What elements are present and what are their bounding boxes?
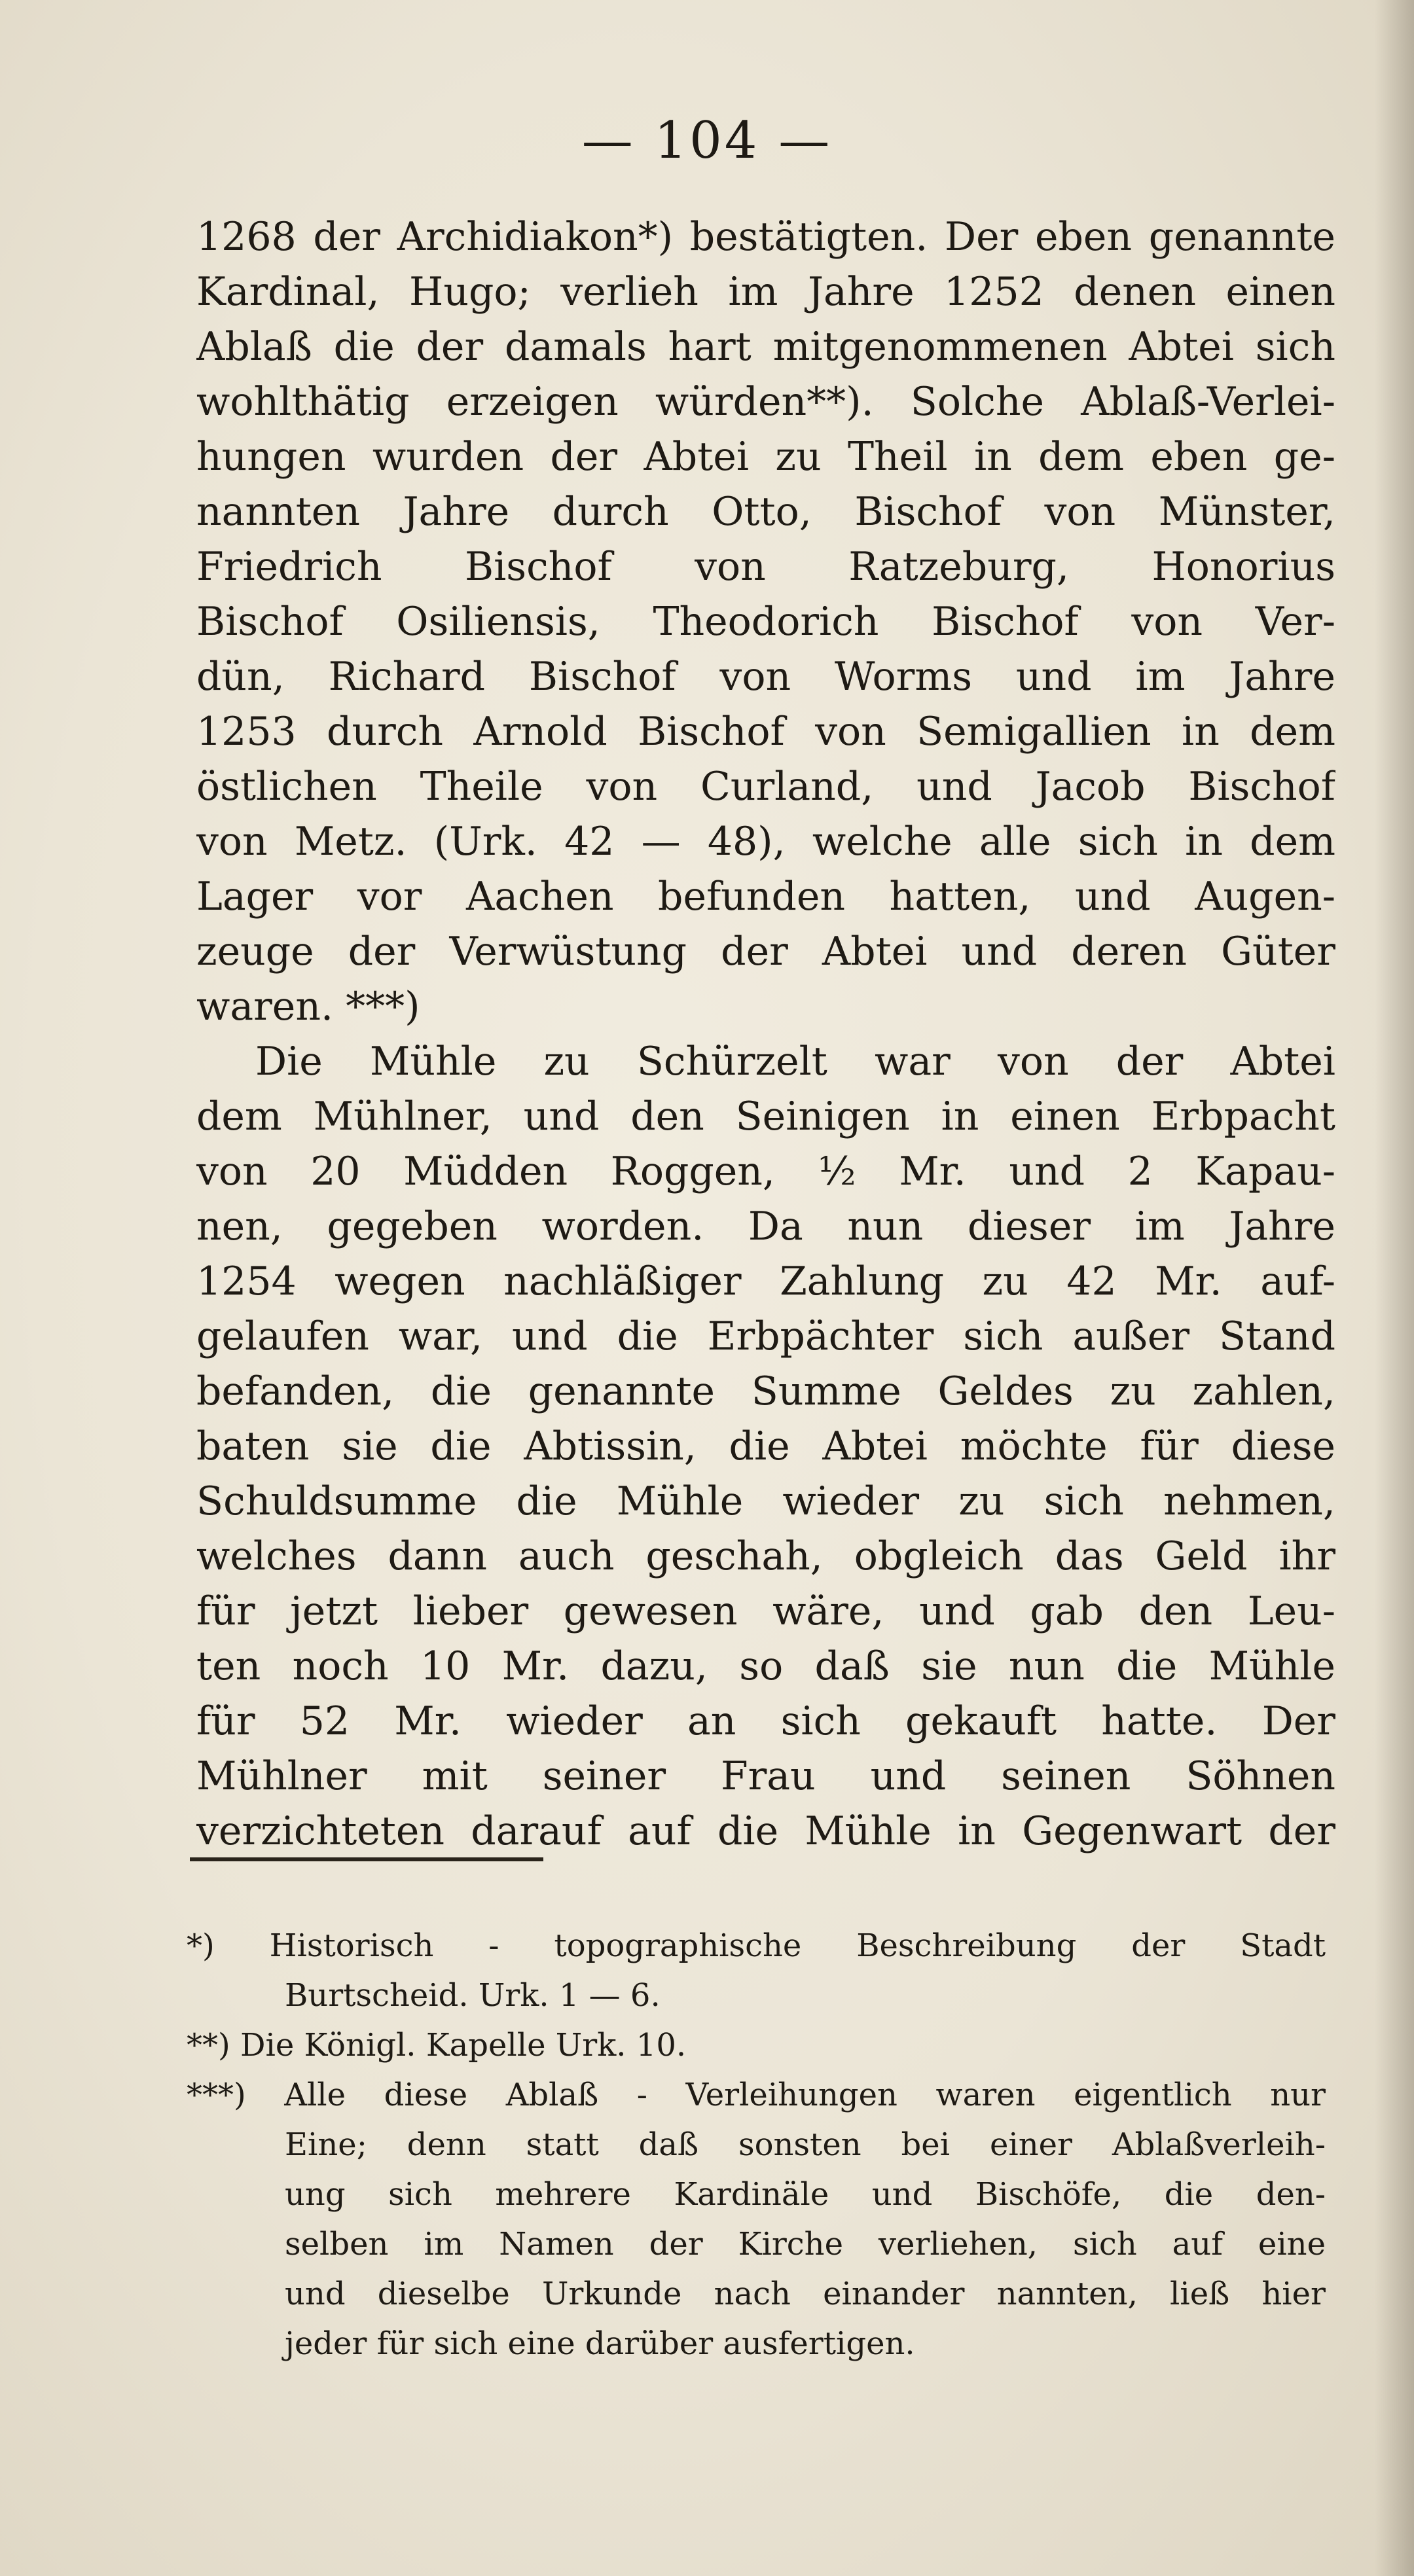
text-line: 1253 durch Arnold Bischof von Semigallien in dem: [196, 709, 1335, 755]
text-line: dem Mühlner, und den Seinigen in einen Erbpacht: [196, 1094, 1335, 1139]
footnote-line: Eine; denn statt daß sonsten bei einer Ablaßverleih-: [285, 2126, 1326, 2163]
text-line: zeuge der Verwüstung der Abtei und deren Güter: [196, 929, 1335, 975]
text-line: für jetzt lieber gewesen wäre, und gab den Leu-: [196, 1588, 1335, 1634]
footnote-separator: [190, 1857, 543, 1861]
text-line: 1254 wegen nachläßiger Zahlung zu 42 Mr. auf-: [196, 1259, 1335, 1304]
footnote-line: jeder für sich eine darüber ausfertigen.: [285, 2325, 915, 2362]
text-line: Friedrich Bischof von Ratzeburg, Honorius: [196, 544, 1335, 590]
text-line: Ablaß die der damals hart mitgenommenen Abtei sich: [196, 324, 1335, 370]
text-line: welches dann auch geschah, obgleich das Geld ihr: [196, 1533, 1335, 1579]
footnotes: [187, 1921, 1326, 2369]
text-line: von Metz. (Urk. 42 — 48), welche alle sich in dem: [196, 819, 1335, 865]
footnote-line: *) Historisch - topographische Beschreibung der Stadt: [187, 1927, 1326, 1964]
footnote-line: ung sich mehrere Kardinäle und Bischöfe, die den-: [285, 2176, 1326, 2213]
text-line: hungen wurden der Abtei zu Theil in dem eben ge-: [196, 434, 1335, 480]
page-number: — 104 —: [581, 111, 833, 170]
paragraph-start-line: Die Mühle zu Schürzelt war von der Abtei: [255, 1039, 1335, 1084]
text-line: Mühlner mit seiner Frau und seinen Söhnen: [196, 1753, 1335, 1799]
text-line: gelaufen war, und die Erbpächter sich außer Stand: [196, 1314, 1335, 1359]
text-line: Kardinal, Hugo; verlieh im Jahre 1252 denen einen: [196, 269, 1335, 315]
text-line: Schuldsumme die Mühle wieder zu sich nehmen,: [196, 1478, 1335, 1524]
text-line: dün, Richard Bischof von Worms und im Jahre: [196, 654, 1335, 700]
text-line: Lager vor Aachen befunden hatten, und Augen-: [196, 874, 1335, 920]
text-line: wohlthätig erzeigen würden**). Solche Ablaß-Verlei-: [196, 379, 1335, 425]
footnote-line: und dieselbe Urkunde nach einander nannten, ließ hier: [285, 2276, 1326, 2312]
footnote-line: **) Die Königl. Kapelle Urk. 10.: [187, 2027, 687, 2064]
text-line: für 52 Mr. wieder an sich gekauft hatte. Der: [196, 1698, 1335, 1744]
main-text: [196, 209, 1335, 1859]
text-line: befanden, die genannte Summe Geldes zu zahlen,: [196, 1368, 1335, 1414]
text-line: ten noch 10 Mr. dazu, so daß sie nun die Mühle: [196, 1643, 1335, 1689]
footnote-line: selben im Namen der Kirche verliehen, sich auf eine: [285, 2226, 1326, 2263]
text-line: östlichen Theile von Curland, und Jacob Bischof: [196, 764, 1335, 810]
footnote-line: ***) Alle diese Ablaß - Verleihungen waren eigentlich nur: [187, 2077, 1326, 2113]
text-line: waren. ***): [196, 984, 420, 1029]
text-line: Bischof Osiliensis, Theodorich Bischof von Ver-: [196, 599, 1335, 645]
text-line: baten sie die Abtissin, die Abtei möchte für diese: [196, 1423, 1335, 1469]
page-gutter-shadow: [1375, 0, 1414, 2576]
text-line: nannten Jahre durch Otto, Bischof von Münster,: [196, 489, 1335, 535]
text-line: verzichteten darauf auf die Mühle in Gegenwart der: [196, 1808, 1335, 1854]
text-line: nen, gegeben worden. Da nun dieser im Jahre: [196, 1204, 1335, 1249]
footnote-line: Burtscheid. Urk. 1 — 6.: [285, 1977, 661, 2014]
text-line: 1268 der Archidiakon*) bestätigten. Der eben genannte: [196, 214, 1335, 260]
text-line: von 20 Müdden Roggen, ½ Mr. und 2 Kapau-: [196, 1149, 1335, 1194]
